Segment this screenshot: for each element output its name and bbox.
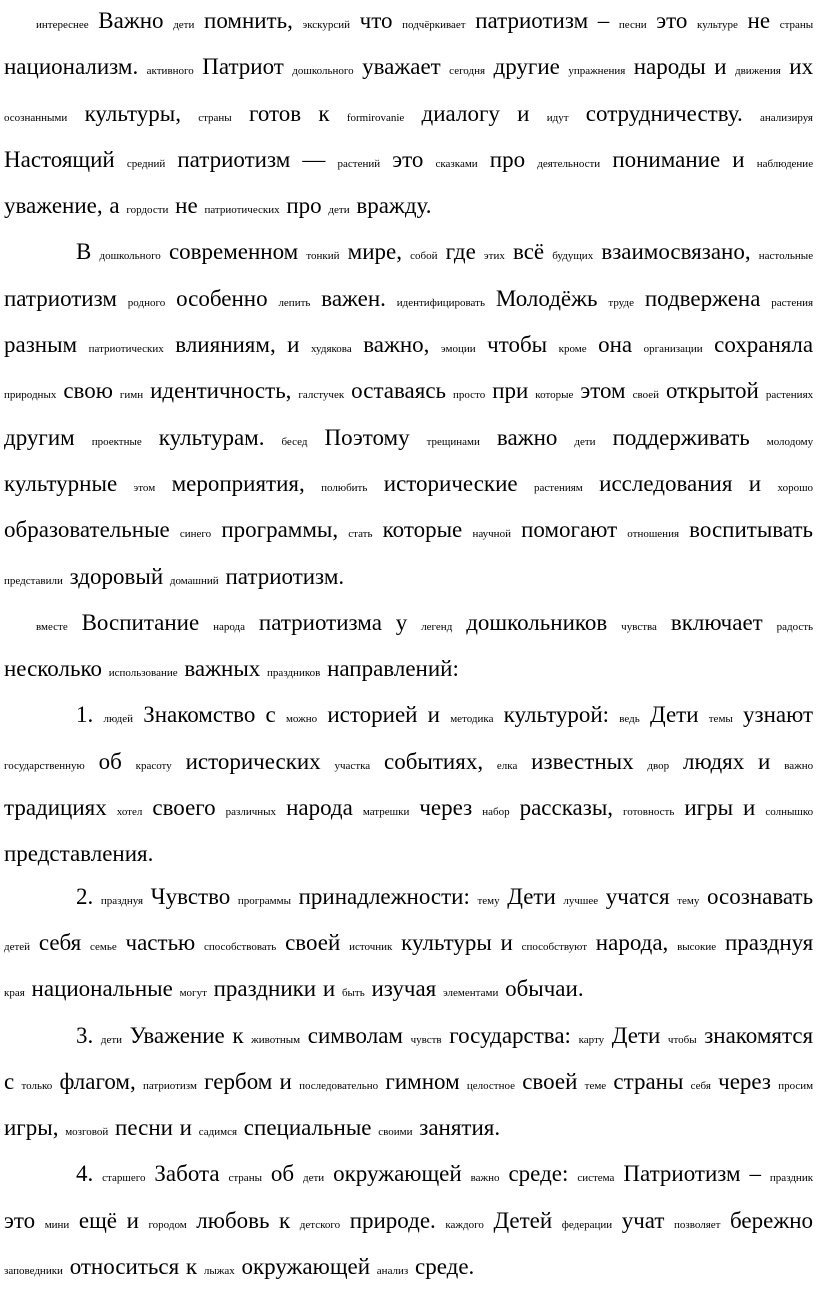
- small-word: научной: [472, 528, 511, 541]
- body-word: Забота: [154, 1161, 220, 1187]
- body-word: песни и: [115, 1115, 192, 1141]
- body-word: помогают: [521, 517, 618, 543]
- body-word: об: [98, 748, 122, 774]
- small-word: интереснее: [36, 19, 89, 31]
- small-word: ведь: [619, 713, 640, 726]
- small-word: кроме: [558, 343, 587, 356]
- body-word: Дети: [649, 702, 699, 728]
- small-word: молодому: [766, 435, 814, 448]
- small-word: темы: [708, 713, 733, 726]
- small-word: двор: [647, 759, 670, 772]
- small-word: система: [577, 1172, 615, 1185]
- small-word: радость: [776, 620, 814, 633]
- small-word: различных: [225, 806, 277, 819]
- small-word: патриотизм: [142, 1079, 197, 1092]
- body-word: Молодёжь: [495, 285, 598, 311]
- body-word: частью: [125, 929, 196, 955]
- small-word: дошкольного: [292, 65, 354, 78]
- small-word: галстучек: [298, 389, 345, 402]
- body-word: культуры,: [84, 100, 181, 126]
- small-word: чувства: [621, 620, 657, 633]
- small-word: отношения: [627, 528, 680, 541]
- small-word: детского: [299, 1218, 341, 1231]
- body-word: символам: [307, 1022, 403, 1048]
- small-word: старшего: [102, 1172, 146, 1185]
- body-word: уважает: [362, 54, 441, 80]
- body-word: учат: [621, 1207, 665, 1233]
- body-word: она: [598, 332, 633, 358]
- small-word: городом: [148, 1218, 187, 1231]
- body-word: Дети: [611, 1022, 661, 1048]
- small-word: растениях: [765, 389, 814, 402]
- body-word: культурам.: [158, 424, 265, 450]
- body-word: страны: [613, 1068, 684, 1094]
- small-word: собой: [410, 250, 438, 263]
- body-word: учатся: [605, 883, 670, 909]
- small-word: полюбить: [321, 481, 368, 494]
- body-word: разным: [4, 332, 78, 358]
- body-word: национализм.: [4, 54, 139, 80]
- small-word: лыжах: [203, 1265, 235, 1278]
- body-word: современном: [168, 239, 299, 265]
- small-word: карту: [578, 1033, 605, 1046]
- small-word: позволяет: [674, 1218, 721, 1231]
- small-word: программы: [237, 894, 291, 907]
- body-word: открытой: [665, 378, 759, 404]
- body-word: сохраняла: [714, 332, 814, 358]
- small-word: сегодня: [449, 65, 486, 78]
- small-word: дети: [328, 204, 350, 217]
- small-word: методика: [450, 713, 494, 726]
- body-word: дошкольников: [466, 609, 608, 635]
- body-word: известных: [531, 748, 634, 774]
- body-word: это: [4, 1207, 36, 1233]
- body-word: 1.: [76, 702, 94, 728]
- body-word: важных: [184, 656, 261, 682]
- body-word: готов к: [248, 100, 330, 126]
- body-word: народа,: [595, 929, 669, 955]
- small-word: только: [21, 1079, 53, 1092]
- small-word: быть: [341, 987, 365, 1000]
- small-word: участка: [334, 759, 371, 772]
- small-word: себя: [690, 1079, 711, 1092]
- body-word: поддерживать: [612, 424, 750, 450]
- small-word: государственную: [4, 759, 85, 772]
- small-word: мозговой: [65, 1126, 109, 1139]
- small-word: труде: [608, 296, 634, 309]
- body-word: природе.: [349, 1207, 436, 1233]
- small-word: использование: [108, 667, 178, 680]
- small-word: народа: [213, 620, 246, 633]
- body-word: этом: [580, 378, 626, 404]
- body-word: исследования и: [599, 470, 762, 496]
- small-word: песни: [618, 19, 647, 31]
- body-word: национальные: [31, 976, 173, 1002]
- small-word: елка: [496, 759, 518, 772]
- body-word: народы и: [633, 54, 727, 80]
- body-word: которые: [382, 517, 463, 543]
- small-word: этом: [133, 481, 156, 494]
- body-word: понимание и: [612, 146, 745, 172]
- small-word: животным: [251, 1033, 301, 1046]
- small-word: дошкольного: [99, 250, 161, 263]
- small-word: синего: [179, 528, 212, 541]
- body-word: гербом и: [204, 1068, 292, 1094]
- small-word: матрешки: [362, 806, 410, 819]
- small-word: важно: [784, 759, 814, 772]
- small-word: домашний: [169, 574, 219, 587]
- body-word: через: [718, 1068, 771, 1094]
- small-word: анализ: [376, 1265, 409, 1278]
- small-word: дети: [574, 435, 596, 448]
- list-item-belonging: [4, 876, 813, 1015]
- body-word: направлений:: [327, 656, 459, 682]
- body-word: про: [489, 146, 526, 172]
- small-word: патриотических: [88, 343, 164, 356]
- body-word: про: [286, 193, 322, 219]
- body-word: уважение, а: [4, 193, 120, 219]
- body-word: что: [359, 8, 393, 33]
- small-word: идентифицировать: [396, 296, 485, 309]
- small-word: осознанными: [4, 111, 68, 124]
- small-word: чувств: [410, 1033, 442, 1046]
- body-word: исторических: [185, 748, 321, 774]
- body-word: Воспитание: [81, 609, 200, 635]
- list-item-symbols: [4, 1015, 813, 1154]
- body-word: несколько: [4, 656, 102, 682]
- small-word: идут: [546, 111, 569, 124]
- body-word: игры,: [4, 1115, 59, 1141]
- paragraph-modern-world: [4, 231, 813, 601]
- small-word: хотел: [116, 806, 143, 819]
- body-word: важно,: [363, 332, 430, 358]
- small-word: хорошо: [777, 481, 814, 494]
- body-word: это: [656, 8, 688, 33]
- small-word: проектные: [91, 435, 142, 448]
- small-word: гордости: [126, 204, 169, 217]
- body-word: относиться к: [69, 1254, 198, 1280]
- small-word: можно: [285, 713, 318, 726]
- body-word: не: [747, 8, 771, 33]
- body-word: празднуя: [724, 929, 814, 955]
- body-word: 2.: [76, 883, 94, 909]
- body-word: оставаясь: [351, 378, 447, 404]
- small-word: средний: [126, 157, 166, 170]
- body-word: Уважение к: [129, 1022, 244, 1048]
- small-word: будущих: [552, 250, 594, 263]
- body-word: Поэтому: [324, 424, 410, 450]
- body-word: исторические: [383, 470, 518, 496]
- small-word: края: [4, 987, 25, 1000]
- small-word: чтобы: [667, 1033, 697, 1046]
- body-word: культуры и: [401, 929, 513, 955]
- small-word: семье: [90, 940, 117, 953]
- small-word: солнышко: [765, 806, 814, 819]
- body-word: государства:: [449, 1022, 571, 1048]
- small-word: мини: [44, 1218, 70, 1231]
- small-word: анализируя: [760, 111, 813, 124]
- small-word: страны: [779, 19, 814, 31]
- body-word: людях и: [682, 748, 771, 774]
- small-word: федерации: [561, 1218, 613, 1231]
- body-word: представления.: [4, 841, 154, 867]
- body-word: другим: [4, 424, 75, 450]
- small-word: целостное: [466, 1079, 515, 1092]
- small-word: природных: [4, 389, 57, 402]
- small-word: готовность: [623, 806, 675, 819]
- body-word: патриотизм —: [177, 146, 326, 172]
- body-word: занятия.: [419, 1115, 501, 1141]
- body-word: идентичность,: [150, 378, 292, 404]
- body-word: другие: [493, 54, 560, 80]
- body-word: историей и: [327, 702, 440, 728]
- body-word: Настоящий: [4, 146, 115, 172]
- body-word: программы,: [221, 517, 339, 543]
- small-word: своей: [632, 389, 659, 402]
- body-word: патриотизм: [4, 285, 117, 311]
- body-word: свою: [63, 378, 113, 404]
- body-word: помнить,: [204, 8, 293, 33]
- body-word: Детей: [493, 1207, 553, 1233]
- small-word: могут: [179, 987, 207, 1000]
- small-word: эмоции: [440, 343, 476, 356]
- body-word: влияниям, и: [175, 332, 300, 358]
- body-word: ещё и: [78, 1207, 139, 1233]
- small-word: растениям: [534, 481, 583, 494]
- body-word: изучая: [371, 976, 437, 1002]
- body-word: среде:: [508, 1161, 569, 1187]
- small-word: просим: [778, 1079, 814, 1092]
- body-word: чтобы: [487, 332, 548, 358]
- body-word: 4.: [76, 1161, 94, 1187]
- body-word: праздники и: [213, 976, 336, 1002]
- body-word: мероприятия,: [171, 470, 305, 496]
- body-word: это: [392, 146, 424, 172]
- body-word: В: [76, 239, 92, 265]
- small-word: движения: [734, 65, 781, 78]
- small-word: организации: [643, 343, 703, 356]
- body-word: сотрудничеству.: [585, 100, 743, 126]
- body-word: культурой:: [503, 702, 610, 728]
- body-word: особенно: [176, 285, 268, 311]
- small-word: садимся: [198, 1126, 238, 1139]
- body-word: Важно: [98, 8, 164, 33]
- small-word: теме: [584, 1079, 607, 1092]
- small-word: упражнения: [568, 65, 626, 78]
- small-word: страны: [198, 111, 232, 124]
- body-word: через: [419, 795, 473, 821]
- small-word: которые: [535, 389, 574, 402]
- small-word: своими: [378, 1126, 413, 1139]
- small-word: способствуют: [521, 940, 588, 953]
- body-word: событиях,: [384, 748, 484, 774]
- body-word: важен.: [321, 285, 386, 311]
- body-word: окружающей: [241, 1254, 371, 1280]
- body-word: узнают: [743, 702, 814, 728]
- body-word: специальные: [243, 1115, 372, 1141]
- paragraph-directions: [4, 602, 813, 695]
- body-word: при: [492, 378, 529, 404]
- small-word: высокие: [677, 940, 717, 953]
- small-word: родного: [127, 296, 166, 309]
- small-word: праздник: [769, 1172, 814, 1185]
- paragraph-intro: [4, 0, 813, 231]
- small-word: подчёркивает: [402, 19, 466, 31]
- small-word: каждого: [445, 1218, 484, 1231]
- body-word: Патриот: [202, 54, 284, 80]
- small-word: лучшее: [563, 894, 599, 907]
- small-word: людей: [103, 713, 133, 726]
- small-word: гимн: [119, 389, 144, 402]
- small-word: тему: [677, 894, 700, 907]
- body-word: всё: [512, 239, 545, 265]
- small-word: дети: [303, 1172, 325, 1185]
- body-word: подвержена: [644, 285, 761, 311]
- small-word: важно: [470, 1172, 500, 1185]
- body-word: Патриотизм –: [623, 1161, 761, 1187]
- body-word: вражду.: [356, 193, 432, 219]
- body-word: патриотизма у: [258, 609, 408, 635]
- small-word: источник: [349, 940, 393, 953]
- small-word: празднуя: [100, 894, 144, 907]
- small-word: праздников: [267, 667, 321, 680]
- body-word: здоровый: [69, 563, 164, 589]
- small-word: растений: [337, 157, 381, 170]
- small-word: вместе: [36, 620, 68, 633]
- body-word: себя: [38, 929, 82, 955]
- body-word: культурные: [4, 470, 118, 496]
- small-word: патриотических: [204, 204, 280, 217]
- small-word: набор: [482, 806, 510, 819]
- body-word: образовательные: [4, 517, 170, 543]
- body-word: традициях: [4, 795, 107, 821]
- small-word: элементами: [443, 987, 499, 1000]
- small-word: легенд: [421, 620, 453, 633]
- small-word: красоту: [135, 759, 172, 772]
- body-word: диалогу и: [421, 100, 530, 126]
- small-word: трещинами: [426, 435, 480, 448]
- body-word: окружающей: [333, 1161, 462, 1187]
- small-word: культуре: [697, 19, 738, 31]
- small-word: formirovanie: [346, 111, 405, 124]
- small-word: деятельности: [537, 157, 601, 170]
- body-word: своей: [285, 929, 341, 955]
- body-word: патриотизм –: [475, 8, 610, 33]
- body-word: любовь к: [196, 1207, 291, 1233]
- body-word: Дети: [507, 883, 556, 909]
- body-word: мире,: [347, 239, 402, 265]
- body-word: Чувство: [150, 883, 231, 909]
- body-word: принадлежности:: [298, 883, 470, 909]
- body-word: 3.: [76, 1022, 94, 1048]
- small-word: этих: [483, 250, 505, 263]
- body-word: об: [270, 1161, 295, 1187]
- body-word: обычаи.: [505, 976, 584, 1002]
- body-word: игры и: [684, 795, 756, 821]
- small-word: представили: [4, 574, 63, 587]
- small-word: заповедники: [4, 1265, 63, 1278]
- small-word: просто: [453, 389, 486, 402]
- body-word: патриотизм.: [225, 563, 345, 589]
- list-item-environment: [4, 1153, 813, 1292]
- small-word: настольные: [758, 250, 814, 263]
- body-word: флагом,: [59, 1068, 136, 1094]
- small-word: последовательно: [299, 1079, 379, 1092]
- body-word: важно: [496, 424, 558, 450]
- body-word: бережно: [730, 1207, 814, 1233]
- body-word: среде.: [415, 1254, 475, 1280]
- small-word: тему: [477, 894, 500, 907]
- small-word: страны: [228, 1172, 262, 1185]
- body-word: народа: [286, 795, 353, 821]
- small-word: растения: [771, 296, 814, 309]
- body-word: воспитывать: [689, 517, 813, 543]
- body-word: знакомятся с: [4, 1022, 814, 1094]
- body-word: где: [445, 239, 476, 265]
- body-word: их: [789, 54, 814, 80]
- small-word: детей: [4, 940, 31, 953]
- small-word: экскурсий: [302, 19, 351, 31]
- small-word: тонкий: [306, 250, 340, 263]
- small-word: лепить: [278, 296, 311, 309]
- small-word: способствовать: [204, 940, 277, 953]
- small-word: бесед: [281, 435, 308, 448]
- small-word: худякова: [310, 343, 352, 356]
- body-word: осознавать: [706, 883, 814, 909]
- small-word: наблюдение: [756, 157, 814, 170]
- small-word: сказками: [435, 157, 478, 170]
- body-word: включает: [670, 609, 763, 635]
- body-word: рассказы,: [519, 795, 614, 821]
- small-word: дети: [173, 19, 195, 31]
- body-word: взаимосвязано,: [601, 239, 751, 265]
- small-word: дети: [100, 1033, 123, 1046]
- small-word: активного: [146, 65, 194, 78]
- list-item-history: [4, 694, 813, 875]
- small-word: стать: [348, 528, 373, 541]
- body-word: гимном: [385, 1068, 460, 1094]
- body-word: своего: [152, 795, 216, 821]
- body-word: Знакомство с: [143, 702, 276, 728]
- body-word: не: [175, 193, 198, 219]
- body-word: своей: [522, 1068, 578, 1094]
